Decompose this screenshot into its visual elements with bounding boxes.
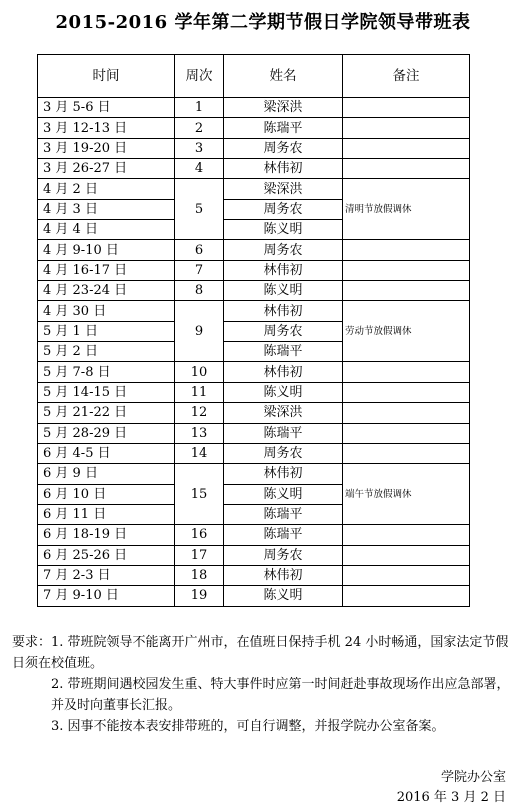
leader-name-cell: 陈义明 [224, 484, 343, 504]
leader-name-cell: 陈瑞平 [224, 118, 343, 138]
date-cell: 5 月 1 日 [38, 321, 175, 341]
note-cell [343, 260, 470, 280]
leader-name-cell: 陈瑞平 [224, 342, 343, 362]
date-cell: 4 月 4 日 [38, 220, 175, 240]
week-cell: 6 [175, 240, 224, 260]
date-cell: 6 月 11 日 [38, 504, 175, 524]
requirement-item-3: 3. 因事不能按本表安排带班的，可自行调整，并报学院办公室备案。 [51, 719, 445, 734]
leader-name-cell: 陈义明 [224, 281, 343, 301]
note-cell [343, 98, 470, 118]
date-cell: 5 月 2 日 [38, 342, 175, 362]
leader-name-cell: 周务农 [224, 240, 343, 260]
week-cell: 14 [175, 443, 224, 463]
requirement-item-1: 要求：1. 带班院领导不能离开广州市，在值班日保持手机 24 小时畅通，国家法定节假日须在校值班。 [12, 635, 509, 671]
week-cell: 17 [175, 545, 224, 565]
date-cell: 5 月 28-29 日 [38, 423, 175, 443]
date-cell: 4 月 30 日 [38, 301, 175, 321]
note-cell [343, 403, 470, 423]
leader-name-cell: 林伟初 [224, 362, 343, 382]
date-cell: 7 月 9-10 日 [38, 586, 175, 606]
note-cell [343, 138, 470, 158]
week-cell: 11 [175, 382, 224, 402]
leader-name-cell: 周务农 [224, 545, 343, 565]
date-cell: 4 月 23-24 日 [38, 281, 175, 301]
week-cell: 12 [175, 403, 224, 423]
duty-roster-table [37, 54, 470, 607]
table-row [38, 443, 470, 463]
leader-name-cell: 林伟初 [224, 464, 343, 484]
week-cell: 16 [175, 525, 224, 545]
document-title: 2015-2016 学年第二学期节假日学院领导带班表 [55, 12, 471, 33]
requirement-item-2: 2. 带班期间遇校园发生重、特大事件时应第一时间赶赴事故现场作出应急部署，并及时向董事长汇报。 [51, 677, 510, 713]
date-cell: 3 月 26-27 日 [38, 159, 175, 179]
date-cell: 6 月 10 日 [38, 484, 175, 504]
table-row [38, 586, 470, 606]
leader-name-cell: 陈义明 [224, 382, 343, 402]
week-cell: 9 [175, 301, 224, 362]
note-cell: 端午节放假调休 [343, 464, 470, 525]
week-cell: 4 [175, 159, 224, 179]
note-cell [343, 159, 470, 179]
date-cell: 7 月 2-3 日 [38, 565, 175, 585]
date-cell: 4 月 9-10 日 [38, 240, 175, 260]
week-cell: 18 [175, 565, 224, 585]
date-cell: 3 月 19-20 日 [38, 138, 175, 158]
leader-name-cell: 梁深洪 [224, 98, 343, 118]
table-row [38, 545, 470, 565]
table-row [38, 382, 470, 402]
week-cell: 7 [175, 260, 224, 280]
note-cell [343, 423, 470, 443]
table-row [38, 240, 470, 260]
leader-name-cell: 林伟初 [224, 301, 343, 321]
leader-name-cell: 林伟初 [224, 260, 343, 280]
leader-name-cell: 梁深洪 [224, 403, 343, 423]
week-cell: 3 [175, 138, 224, 158]
date-cell: 4 月 3 日 [38, 199, 175, 219]
requirements-section [12, 632, 514, 737]
week-cell: 19 [175, 586, 224, 606]
table-row [38, 301, 470, 321]
note-cell [343, 118, 470, 138]
table-row [38, 565, 470, 585]
leader-name-cell: 周务农 [224, 321, 343, 341]
date-cell: 6 月 9 日 [38, 464, 175, 484]
date-cell: 6 月 25-26 日 [38, 545, 175, 565]
leader-name-cell: 周务农 [224, 138, 343, 158]
table-row [38, 464, 470, 484]
note-cell [343, 545, 470, 565]
date-cell: 6 月 4-5 日 [38, 443, 175, 463]
note-cell [343, 362, 470, 382]
leader-name-cell: 周务农 [224, 199, 343, 219]
week-cell: 1 [175, 98, 224, 118]
date-cell: 4 月 2 日 [38, 179, 175, 199]
issue-date: 2016 年 3 月 2 日 [396, 790, 506, 805]
week-cell: 15 [175, 464, 224, 525]
note-cell [343, 586, 470, 606]
table-row [38, 138, 470, 158]
table-row [38, 281, 470, 301]
header-name: 姓名 [224, 55, 343, 98]
table-row [38, 260, 470, 280]
header-week: 周次 [175, 55, 224, 98]
date-cell: 3 月 12-13 日 [38, 118, 175, 138]
note-cell: 清明节放假调休 [343, 179, 470, 240]
date-cell: 5 月 21-22 日 [38, 403, 175, 423]
note-cell: 劳动节放假调休 [343, 301, 470, 362]
table-row [38, 362, 470, 382]
note-cell [343, 565, 470, 585]
week-cell: 2 [175, 118, 224, 138]
note-cell [343, 281, 470, 301]
leader-name-cell: 林伟初 [224, 159, 343, 179]
note-cell [343, 382, 470, 402]
note-cell [343, 240, 470, 260]
leader-name-cell: 陈义明 [224, 586, 343, 606]
date-cell: 3 月 5-6 日 [38, 98, 175, 118]
week-cell: 10 [175, 362, 224, 382]
table-row [38, 403, 470, 423]
leader-name-cell: 梁深洪 [224, 179, 343, 199]
leader-name-cell: 林伟初 [224, 565, 343, 585]
table-row [38, 179, 470, 199]
note-cell [343, 443, 470, 463]
table-row [38, 118, 470, 138]
table-header-row [38, 55, 470, 98]
header-time: 时间 [38, 55, 175, 98]
leader-name-cell: 陈瑞平 [224, 423, 343, 443]
requirements-prefix: 要求： [12, 635, 52, 650]
week-cell: 5 [175, 179, 224, 240]
roster-body [38, 98, 470, 607]
leader-name-cell: 陈义明 [224, 220, 343, 240]
leader-name-cell: 陈瑞平 [224, 525, 343, 545]
table-row [38, 159, 470, 179]
table-row [38, 525, 470, 545]
leader-name-cell: 陈瑞平 [224, 504, 343, 524]
header-note: 备注 [343, 55, 470, 98]
date-cell: 5 月 7-8 日 [38, 362, 175, 382]
week-cell: 8 [175, 281, 224, 301]
table-row [38, 98, 470, 118]
issuer-office: 学院办公室 [440, 770, 506, 785]
note-cell [343, 525, 470, 545]
table-row [38, 423, 470, 443]
week-cell: 13 [175, 423, 224, 443]
date-cell: 5 月 14-15 日 [38, 382, 175, 402]
date-cell: 6 月 18-19 日 [38, 525, 175, 545]
date-cell: 4 月 16-17 日 [38, 260, 175, 280]
leader-name-cell: 周务农 [224, 443, 343, 463]
